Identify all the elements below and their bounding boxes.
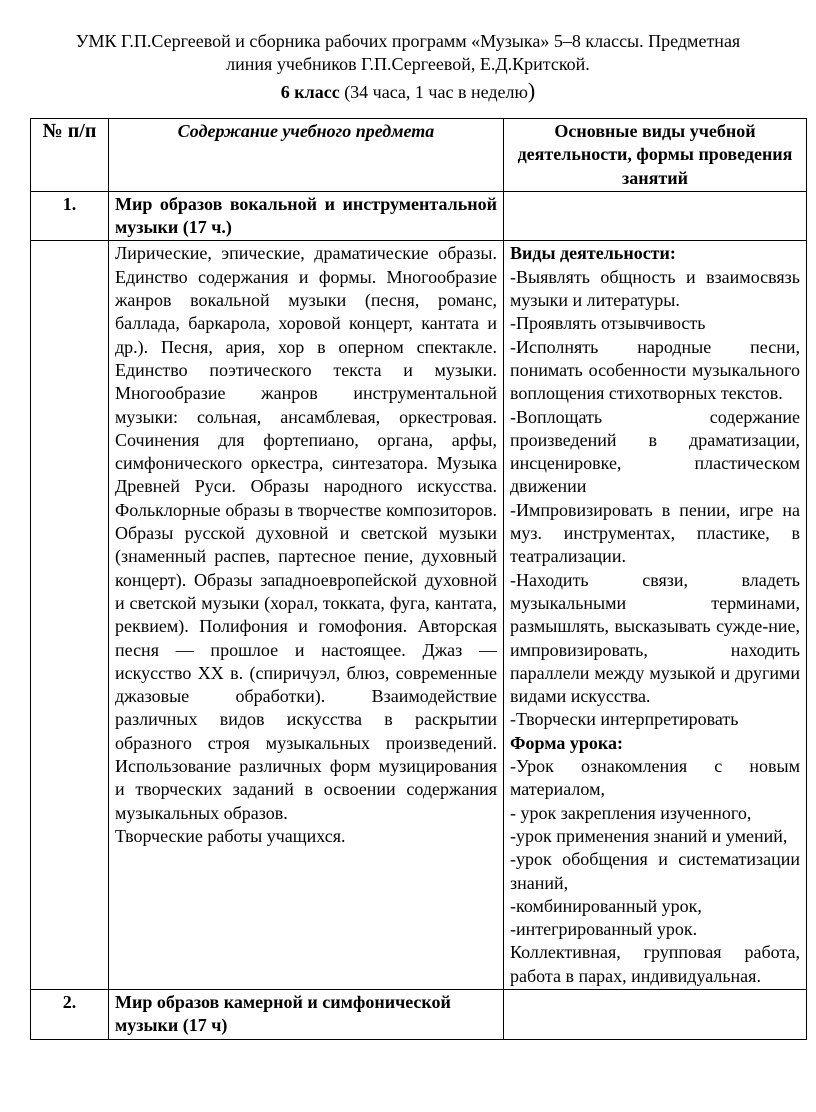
grade-line xyxy=(30,79,786,104)
section-content-1 xyxy=(109,241,504,990)
curriculum-table xyxy=(30,118,807,1040)
header-number: № п/п xyxy=(31,119,109,192)
activities-title: Виды деятельности: xyxy=(510,243,676,264)
form-item: -Урок ознакомления с новым материалом, xyxy=(510,756,800,800)
hours-label: (34 часа, 1 час в неделю xyxy=(339,82,528,102)
hours-paren: ) xyxy=(527,78,536,103)
header-line-1: УМК Г.П.Сергеевой и сборника рабочих программ «Музыка» 5–8 классы. Предметная xyxy=(75,31,741,51)
activity-item: -Воплощать содержание произведений в драматизации, инсценировке, пластическом движении xyxy=(510,406,800,497)
grade-label: 6 класс xyxy=(280,82,340,102)
header-activities: Основные виды учебной деятельности, формы проведения занятий xyxy=(504,119,807,192)
section-title-1: Мир образов вокальной и инструментальной музыки (17 ч.) xyxy=(109,191,504,241)
content-paragraph: Лирические, эпические, драматические образы. Единство содержания и формы. Многообразие жанров вокальной музыки (песня, романс, баллада, баркарола, хоровой концерт, кантата и др.). Песня, ария, хор в оперном спектакле. Единство поэтического текста и музыки. Многообразие жанров инструментальной музыки: сольная, ансамблевая, оркестровая. Сочинения для фортепиано, органа, арфы, симфонического оркестра, синтезатора. Музыка Древней Руси. Образы народного искусства. Фольклорные образы в творчестве композиторов. Образы русской духовной и светской музыки (знаменный распев, партесное пение, духовный концерт). Образы западноевропейской духовной и светской музыки (хорал, токката, фуга, кантата, реквием). Полифония и гомофония. Авторская песня — прошлое и настоящее. Джаз — искусство XX в. (спиричуэл, блюз, современные джазовые обработки). Взаимодействие различных видов искусства в раскрытии образного строя музыкальных произведений. Использование различных форм музицирования и творческих заданий в освоении содержания музыкальных образов. xyxy=(115,243,497,823)
form-item: -комбинированный урок, xyxy=(510,895,702,916)
form-item: -интегрированный урок. xyxy=(510,919,698,940)
content-paragraph-creative: Творческие работы учащихся. xyxy=(115,825,346,846)
activity-item: -Исполнять народные песни, понимать особенности музыкального воплощения стихотворных текстов. xyxy=(510,336,800,404)
section-body-empty-cell xyxy=(31,241,109,990)
section-activities-1 xyxy=(504,241,807,990)
header-line-2: линия учебников Г.П.Сергеевой, Е.Д.Критской. xyxy=(226,54,590,74)
activity-item: -Импровизировать в пении, игре на муз. инструментах, пластике, в театрализации. xyxy=(510,499,800,567)
section-title-2: Мир образов камерной и симфонической музыки (17 ч) xyxy=(109,989,504,1039)
table-header-row xyxy=(31,119,807,192)
section-body-row-1 xyxy=(31,241,807,990)
forms-title: Форма урока: xyxy=(510,732,623,753)
form-item: -урок обобщения и систематизации знаний, xyxy=(510,849,800,893)
form-item: -урок применения знаний и умений, xyxy=(510,825,788,846)
form-item: Коллективная, групповая работа, работа в парах, индивидуальная. xyxy=(510,942,800,986)
activity-item: -Выявлять общность и взаимосвязь музыки и литературы. xyxy=(510,266,800,311)
header-content: Содержание учебного предмета xyxy=(109,119,504,192)
section-number-2: 2. xyxy=(31,989,109,1039)
section-empty-cell-1 xyxy=(504,191,807,241)
section-empty-cell-2 xyxy=(504,989,807,1039)
activity-item: -Творчески интерпретировать xyxy=(510,709,739,730)
activity-item: -Проявлять отзывчивость xyxy=(510,313,706,334)
section-number-1: 1. xyxy=(31,191,109,241)
document-header xyxy=(30,30,786,104)
activity-item: -Находить связи, владеть музыкальными терминами, размышлять, высказывать сужде-ние, импровизировать, находить параллели между музыкой и другими видами искусства. xyxy=(510,569,800,707)
form-item: - урок закрепления изученного, xyxy=(510,802,752,823)
section-row-1 xyxy=(31,191,807,241)
section-row-2 xyxy=(31,989,807,1039)
